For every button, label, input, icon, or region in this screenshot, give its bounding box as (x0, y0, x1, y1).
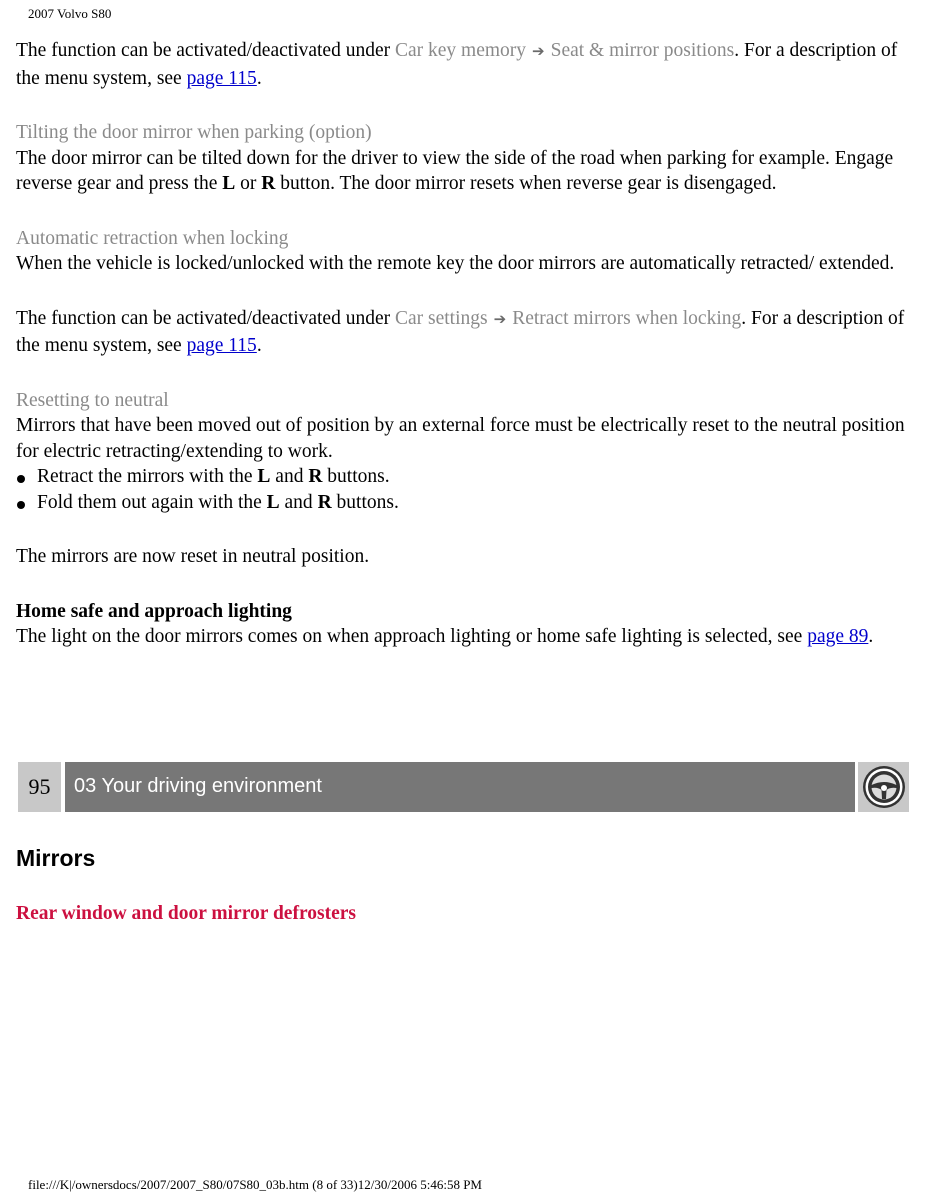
list-item-text: and (279, 491, 318, 513)
chapter-title: 03 Your driving environment (65, 762, 855, 812)
button-label-l: L (257, 466, 271, 487)
button-label-r: R (261, 173, 276, 194)
paragraph-text: The function can be activated/deactivated under (16, 40, 395, 61)
section-resetting-neutral (16, 388, 916, 465)
chapter-icon-box (858, 762, 909, 812)
paragraph-reset-result: The mirrors are now reset in neutral position. (16, 546, 370, 567)
list-item-text: buttons. (331, 491, 399, 513)
menu-path-item: Car key memory (394, 40, 527, 61)
paragraph-text: The light on the door mirrors comes on when approach lighting or home safe lighting is selected, see (16, 626, 808, 647)
page-number: 95 (18, 762, 61, 812)
paragraph-text: The door mirror can be tilted down for the driver to view the side of the road when parking for example. Engage reverse gear and press the (16, 147, 894, 194)
paragraph-text: or (235, 173, 262, 194)
subheading: Tilting the door mirror when parking (option) (16, 122, 372, 143)
paragraph-text: . For a description of the menu system, see (16, 307, 905, 356)
menu-path-item: Seat & mirror positions (550, 40, 735, 61)
document-footer: file:///K|/ownersdocs/2007/2007_S80/07S80_03b.htm (8 of 33)12/30/2006 5:46:58 PM (28, 1177, 482, 1192)
button-label-r: R (308, 466, 323, 487)
button-label-l: L (266, 491, 280, 513)
paragraph-text: . For a description of the menu system, see (16, 40, 898, 89)
section-home-safe-lighting (16, 599, 916, 650)
list-item-text: Retract the mirrors with the (37, 466, 258, 487)
section-automatic-retraction (16, 226, 916, 277)
paragraph-car-settings (16, 306, 916, 359)
paragraph-text: . (256, 67, 262, 89)
paragraph-text: button. The door mirror resets when reverse gear is disengaged. (275, 173, 777, 194)
list-item-text: buttons. (322, 466, 390, 487)
paragraph-car-key-memory (16, 38, 916, 91)
subsection-title: Rear window and door mirror defrosters (16, 903, 356, 924)
page-link[interactable]: page 89 (807, 626, 869, 647)
section-heading: Home safe and approach lighting (16, 600, 292, 622)
menu-path-item: Car settings (394, 307, 488, 329)
button-label-l: L (222, 173, 236, 194)
bullet-list (16, 464, 916, 515)
page-content (16, 38, 916, 679)
section-title: Mirrors (16, 845, 96, 871)
page-link[interactable]: page 115 (186, 67, 257, 89)
button-label-r: R (317, 491, 332, 513)
menu-path-item: Retract mirrors when locking (512, 307, 742, 329)
list-item (16, 490, 916, 516)
paragraph-text: When the vehicle is locked/unlocked with the remote key the door mirrors are automatically retracted/ extended. (16, 253, 895, 274)
subheading: Resetting to neutral (16, 389, 169, 411)
paragraph-text: . (256, 335, 262, 356)
paragraph-text: . (868, 626, 874, 647)
arrow-right-icon: ➔ (532, 44, 545, 60)
page-link[interactable]: page 115 (186, 335, 257, 356)
subheading: Automatic retraction when locking (16, 227, 289, 249)
chapter-banner (18, 762, 909, 812)
list-item-text: and (270, 466, 309, 487)
steering-wheel-icon (862, 765, 906, 809)
section-tilting-mirror (16, 120, 916, 197)
arrow-right-icon: ➔ (493, 311, 507, 328)
list-item-text: Fold them out again with the (37, 491, 267, 513)
paragraph-text: Mirrors that have been moved out of position by an external force must be electrically reset to the neutral position for electric retracting/extending to work. (16, 415, 905, 462)
document-header: 2007 Volvo S80 (28, 6, 112, 21)
paragraph-text: The function can be activated/deactivated under (16, 307, 395, 329)
list-item (16, 464, 916, 490)
